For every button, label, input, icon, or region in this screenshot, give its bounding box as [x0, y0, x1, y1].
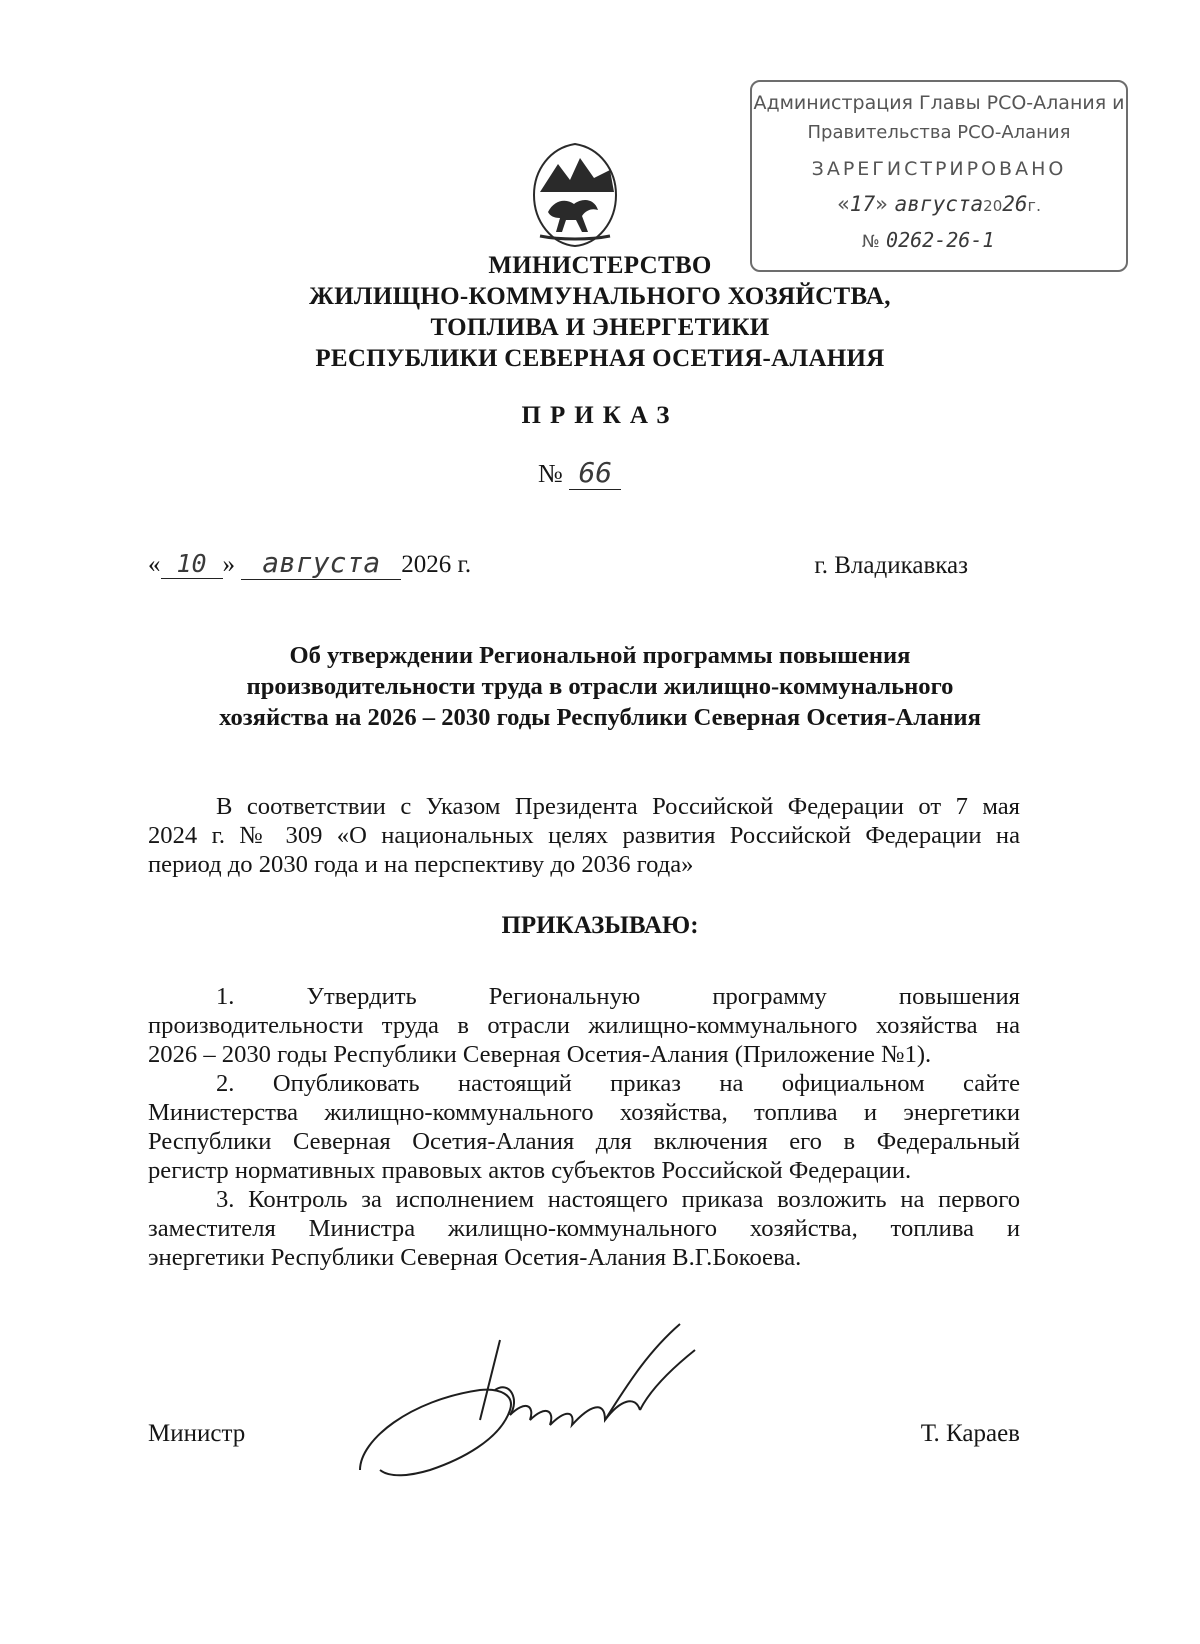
- stamp-date-month: августа: [894, 192, 984, 216]
- order-subject-line-3: хозяйства на 2026 – 2030 годы Республики Северная Осетия-Алания: [219, 704, 981, 731]
- stamp-line-1: Администрация Главы РСО-Алания и: [753, 92, 1125, 114]
- stamp-line-2: Правительства РСО-Алания: [807, 122, 1071, 143]
- stamp-date-day: 17: [849, 192, 876, 216]
- preamble-line-3: период до 2030 года и на перспективу до 2036 года»: [148, 851, 694, 878]
- signatory-position: Министр: [148, 1420, 246, 1447]
- order-item-1: 1. Утвердить Региональную программу повышения производительности труда в отрасли жилищно-коммунального хозяйства на 2026 – 2030 годы Республики Северная Осетия-Алания (Приложение №1).: [148, 983, 1020, 1068]
- order-item-2: 2. Опубликовать настоящий приказ на официальном сайте Министерства жилищно-коммунального хозяйства, топлива и энергетики Республики Северная Осетия-Алания для включения его в Федеральный регистр нормативных правовых актов субъектов Российской Федерации.: [148, 1070, 1020, 1184]
- order-title: ПРИКАЗ: [521, 402, 679, 429]
- order-number-value: 66: [569, 456, 621, 490]
- order-subject-line-1: Об утверждении Региональной программы повышения: [289, 642, 911, 669]
- preamble-line-1: В соответствии с Указом Президента Российской Федерации от 7 мая: [216, 793, 1020, 820]
- stamp-registered: ЗАРЕГИСТРИРОВАНО: [811, 158, 1067, 180]
- signatory-name: Т. Караев: [920, 1420, 1020, 1447]
- registration-stamp: [750, 80, 1128, 272]
- stamp-number-value: 0262-26-1: [886, 228, 995, 252]
- order-date-day: 10: [161, 549, 223, 579]
- preamble-line-2: 2024 г. № 309 «О национальных целях развития Российской Федерации на: [148, 822, 1020, 849]
- order-number: № 66: [538, 456, 621, 490]
- order-subject-line-2: производительности труда в отрасли жилищно-коммунального: [246, 673, 954, 700]
- ministry-header-line-2: ЖИЛИЩНО-КОММУНАЛЬНОГО ХОЗЯЙСТВА,: [309, 283, 891, 310]
- directive-heading: ПРИКАЗЫВАЮ:: [501, 912, 699, 939]
- handwritten-signature: [350, 1320, 720, 1490]
- order-subject: [150, 640, 1050, 733]
- ministry-header-line-3: ТОПЛИВА И ЭНЕРГЕТИКИ: [430, 314, 770, 341]
- stamp-number: № 0262-26-1: [862, 228, 995, 252]
- order-item-3: 3. Контроль за исполнением настоящего приказа возложить на первого заместителя Министра жилищно-коммунального хозяйства, топлива и энергетики Республики Северная Осетия-Алания В.Г.Бокоева.: [148, 1186, 1020, 1271]
- order-city: г. Владикавказ: [814, 552, 968, 579]
- stamp-date-year: 26: [1002, 192, 1028, 216]
- order-date-month: августа: [241, 546, 401, 580]
- ministry-header-line-4: РЕСПУБЛИКИ СЕВЕРНАЯ ОСЕТИЯ-АЛАНИЯ: [315, 345, 885, 372]
- stamp-date: «17» августа2026г.: [836, 192, 1042, 216]
- order-date: « 10 » августа 2026 г.: [148, 546, 472, 579]
- order-items: [148, 982, 1020, 1272]
- ministry-header: [150, 250, 1050, 374]
- preamble: [148, 792, 1020, 879]
- order-date-year: 2026 г.: [401, 551, 472, 578]
- coat-of-arms-emblem: [530, 140, 620, 250]
- ministry-header-line-1: МИНИСТЕРСТВО: [488, 252, 712, 279]
